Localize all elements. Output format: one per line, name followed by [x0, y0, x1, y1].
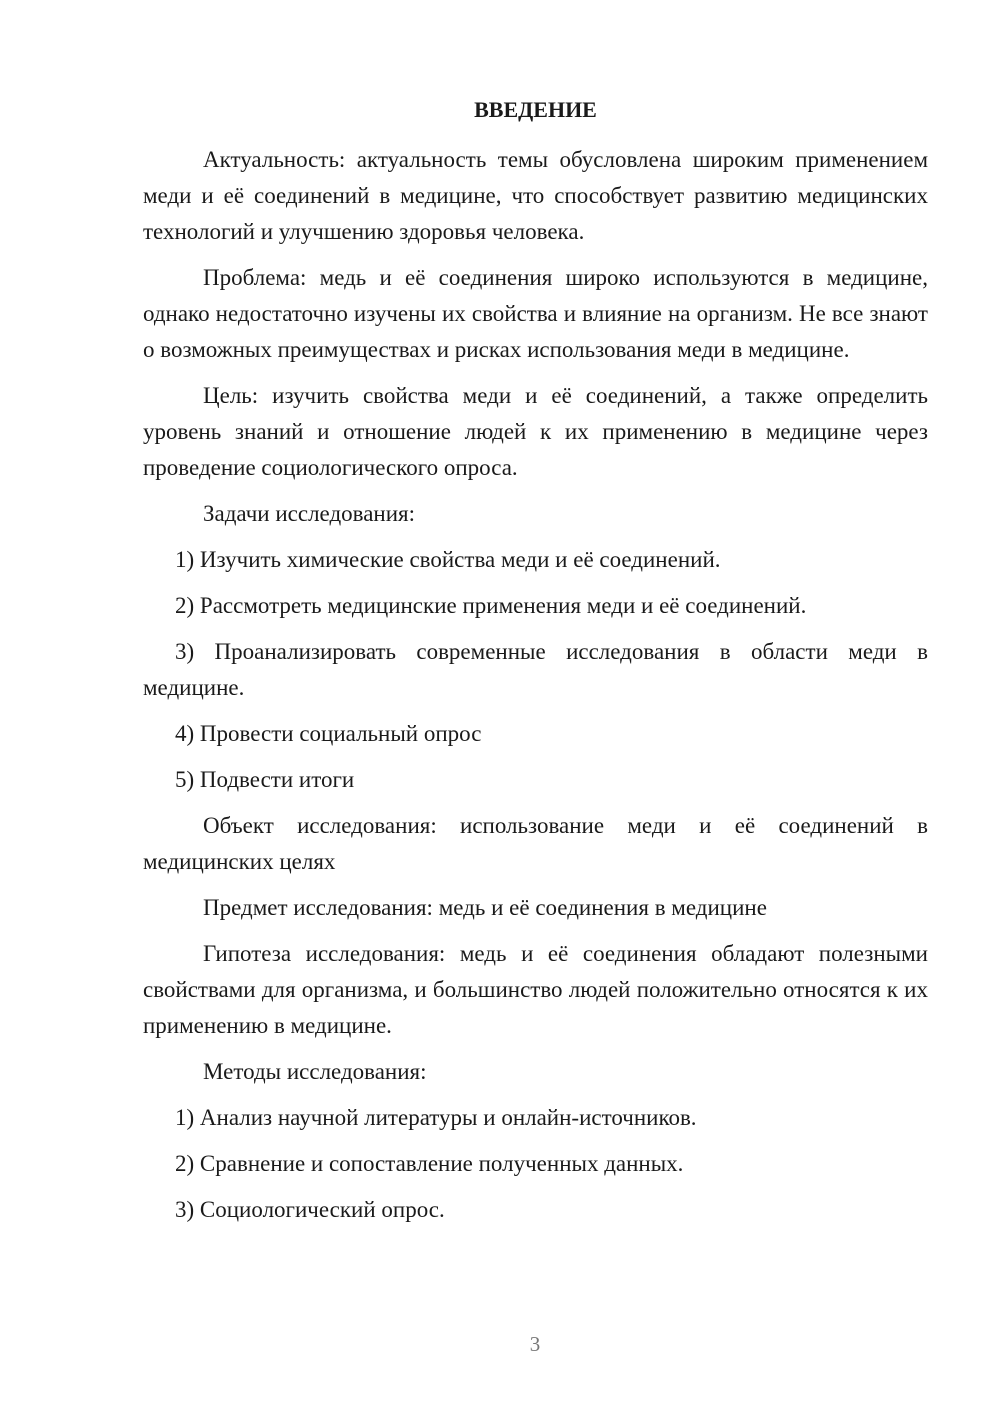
- method-item-2: 2) Сравнение и сопоставление полученных данных.: [175, 1151, 684, 1176]
- task-item-4: 4) Провести социальный опрос: [175, 721, 482, 746]
- method-item-1: 1) Анализ научной литературы и онлайн-источников.: [175, 1105, 697, 1130]
- paragraph-relevance: Актуальность: актуальность темы обусловлена широким применением меди и её соединений в медицине, что способствует развитию медицинских технологий и улучшению здоровья человека.: [143, 147, 928, 244]
- task-item-1: 1) Изучить химические свойства меди и её соединений.: [175, 547, 721, 572]
- tasks-heading: Задачи исследования:: [203, 501, 416, 526]
- task-item-2: 2) Рассмотреть медицинские применения меди и её соединений.: [175, 593, 807, 618]
- paragraph-object: Объект исследования: использование меди и её соединений в медицинских целях: [143, 813, 928, 874]
- methods-heading: Методы исследования:: [203, 1059, 427, 1084]
- paragraph-subject: Предмет исследования: медь и её соединения в медицине: [203, 895, 767, 920]
- task-item-5: 5) Подвести итоги: [175, 767, 355, 792]
- paragraph-goal: Цель: изучить свойства меди и её соединений, а также определить уровень знаний и отношение людей к их применению в медицине через проведение социологического опроса.: [143, 383, 928, 480]
- method-item-3: 3) Социологический опрос.: [175, 1197, 445, 1222]
- section-title: ВВЕДЕНИЕ: [474, 97, 597, 122]
- task-item-3: 3) Проанализировать современные исследования в области меди в медицине.: [143, 639, 928, 700]
- document-body: [143, 92, 928, 1238]
- paragraph-problem: Проблема: медь и её соединения широко используются в медицине, однако недостаточно изучены их свойства и влияние на организм. Не все знают о возможных преимуществах и рисках использования меди в медицине.: [143, 265, 928, 362]
- page-number: 3: [529, 1332, 541, 1356]
- paragraph-hypothesis: Гипотеза исследования: медь и её соединения обладают полезными свойствами для организма, и большинство людей положительно относятся к их применению в медицине.: [143, 941, 928, 1038]
